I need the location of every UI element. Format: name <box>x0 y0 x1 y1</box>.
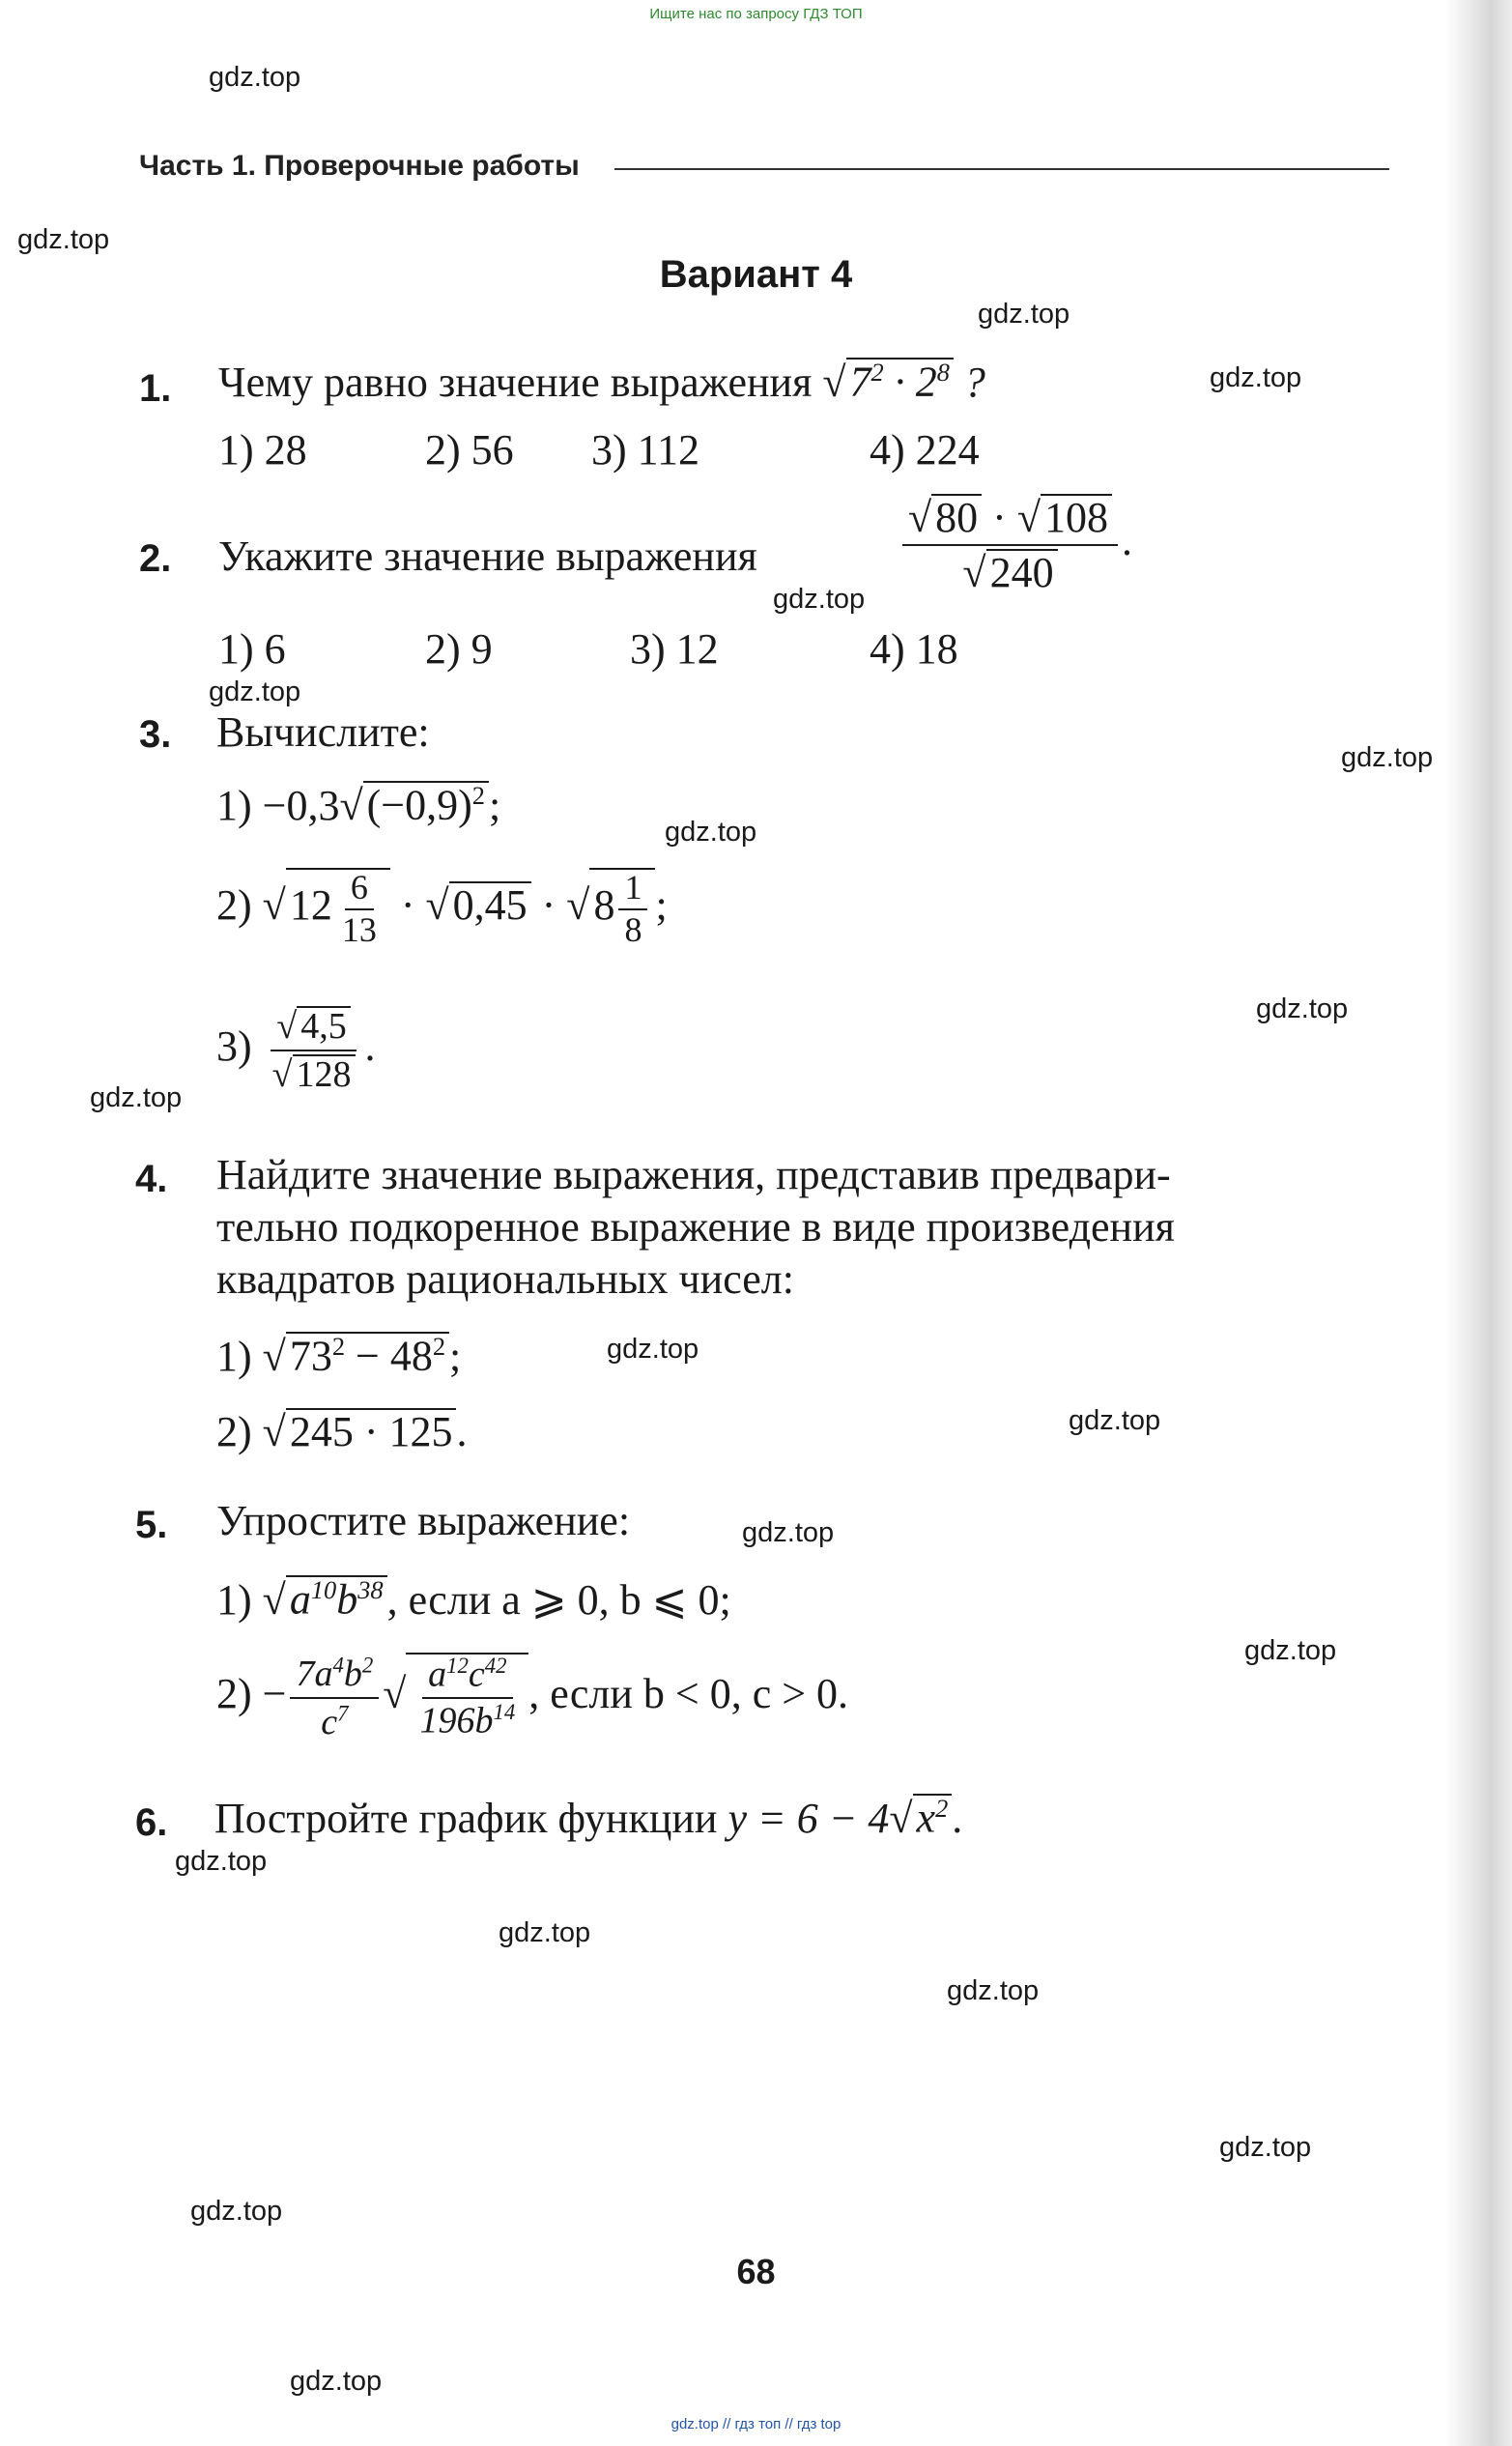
header-rule <box>614 168 1389 170</box>
q1-expression: √ $7^2 \cdot 2^8$ ? <box>822 359 985 406</box>
q4-line: квадратов рациональных чисел: <box>216 1255 794 1303</box>
q4-item-2: 2) √ 245 · 125. <box>216 1407 467 1456</box>
watermark: gdz.top <box>1210 362 1302 393</box>
q2-option: 3) 12 <box>630 625 719 673</box>
q1-option: 2) 56 <box>425 426 514 474</box>
q3-text: Вычислите: <box>216 708 430 756</box>
watermark: gdz.top <box>1256 993 1349 1024</box>
q2-option: 2) 9 <box>425 625 493 673</box>
q1-text: Чему равно значение выражения √ $7^2 \cdot 2^8$ ? <box>218 358 985 407</box>
q1-number: 1. <box>139 367 172 410</box>
q2-expression: √ 80 · √ 108 √ 240 . <box>899 493 1132 597</box>
q3-item-3: 3) √ 4,5 √ 128 . <box>216 1005 376 1096</box>
q3-number: 3. <box>139 713 172 756</box>
variant-title: Вариант 4 <box>659 253 853 296</box>
watermark: gdz.top <box>742 1517 835 1548</box>
q3-item-1: 1) −0,3√ $(-0,9)^2$; <box>216 781 500 830</box>
q6-number: 6. <box>135 1801 168 1844</box>
watermark: gdz.top <box>947 1975 1040 2006</box>
watermark: gdz.top <box>190 2196 283 2227</box>
watermark: gdz.top <box>290 2366 383 2397</box>
q1-option: 4) 224 <box>870 426 980 474</box>
watermark: gdz.top <box>1219 2132 1312 2163</box>
top-banner: Ищите нас по запросу ГДЗ ТОП <box>649 6 863 22</box>
q1-option: 3) 112 <box>591 426 700 474</box>
watermark: gdz.top <box>209 676 301 707</box>
q4-line: тельно подкоренное выражение в виде произведения <box>216 1203 1175 1251</box>
q5-item-2: 2) − $\frac{7a^4b^2}{c^7}$ √ $\frac{a^{12}c^{42}}{196b^{14}}$ , если b < 0, c > 0. <box>216 1653 848 1743</box>
watermark: gdz.top <box>1069 1405 1161 1436</box>
watermark: gdz.top <box>773 584 866 615</box>
page-edge-shadow <box>1444 0 1512 2446</box>
q1-option: 1) 28 <box>218 426 307 474</box>
section-header: Часть 1. Проверочные работы <box>139 150 580 182</box>
watermark: gdz.top <box>90 1082 183 1113</box>
q4-line: Найдите значение выражения, представив предвари- <box>216 1151 1171 1198</box>
watermark: gdz.top <box>978 299 1070 330</box>
q4-number: 4. <box>135 1158 168 1200</box>
q4-item-1: 1) √ $73^2 - 48^2$; <box>216 1332 461 1381</box>
bottom-banner: gdz.top // гдз топ // гдз top <box>670 2416 842 2432</box>
q2-option: 1) 6 <box>218 625 286 673</box>
watermark: gdz.top <box>175 1846 268 1877</box>
q2-text: Укажите значение выражения <box>218 532 757 580</box>
watermark: gdz.top <box>499 1917 591 1948</box>
q2-option: 4) 18 <box>870 625 958 673</box>
q2-number: 2. <box>139 537 172 580</box>
watermark: gdz.top <box>1244 1635 1337 1666</box>
watermark: gdz.top <box>17 224 110 255</box>
watermark: gdz.top <box>607 1334 699 1365</box>
watermark: gdz.top <box>209 62 301 93</box>
q5-item-1: 1) √ $a^{10}b^{38}$, если a ⩾ 0, b ⩽ 0; <box>216 1575 731 1625</box>
q3-item-2: 2) √ 12 $\frac{6}{13}$ · √ 0,45 · √ 8 $\frac{1}{8}$ ; <box>216 868 668 949</box>
watermark: gdz.top <box>1341 742 1434 773</box>
q5-number: 5. <box>135 1504 168 1546</box>
page-number: 68 <box>736 2252 776 2291</box>
q5-text: Упростите выражение: <box>216 1497 631 1544</box>
watermark: gdz.top <box>665 817 757 848</box>
q6-text: Постройте график функции y = 6 − 4√ $x^2$. <box>214 1794 962 1843</box>
